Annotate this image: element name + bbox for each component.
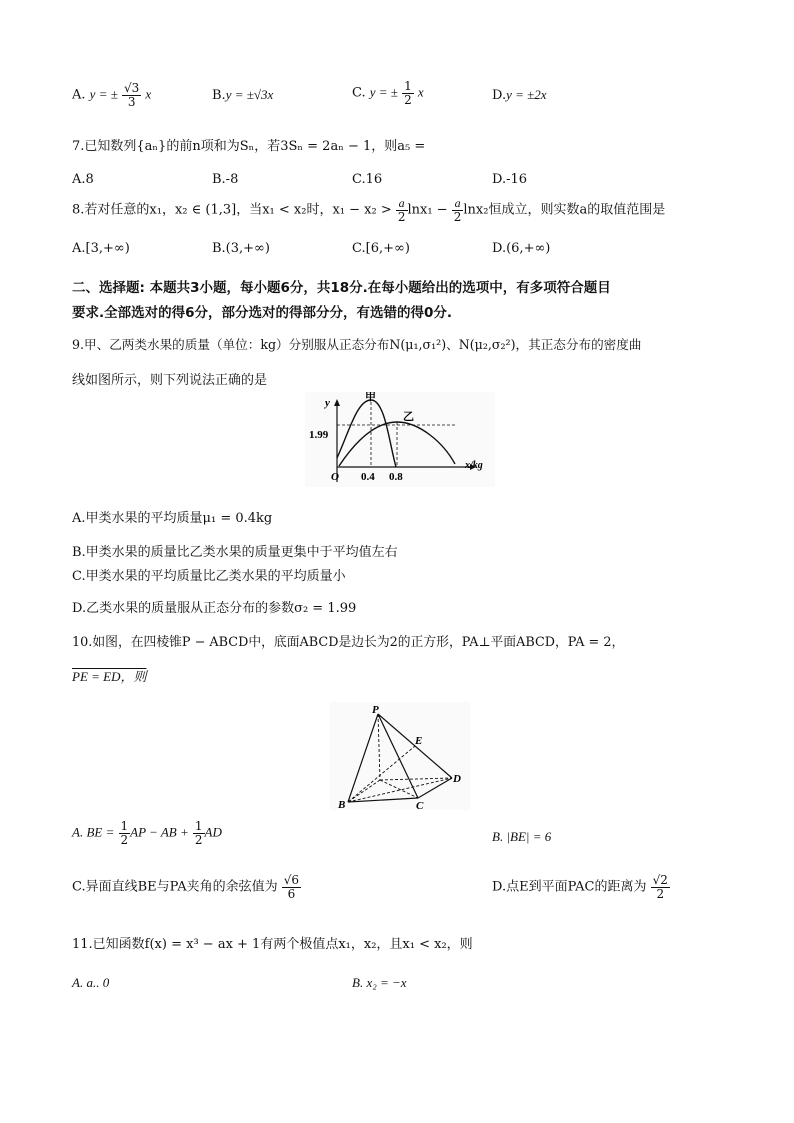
q10-stem-line2: PE = ED，则 (72, 669, 147, 684)
q7-option-a: A.8 (72, 172, 94, 187)
point-p: P (372, 704, 379, 716)
point-d: D (453, 773, 461, 785)
q10-option-c: C.异面直线BE与PA夹角的余弦值为 $\frac{√6}{6}$ (72, 873, 300, 901)
q8-stem: 8.若对任意的x₁，x₂ ∈ (1,3]，当x₁ < x₂时，x₁ − x₂ > $\frac{a}{2}$ lnx₁ − $\frac{a}{2}$ lnx₂恒成立，则实数a的取值范围是 (72, 196, 666, 224)
q8-option-d: D.(6,+∞) (492, 241, 551, 256)
section2-heading-line1: 二、选择题: 本题共3小题，每小题6分，共18分.在每小题给出的选项中，有多项符合题目 (72, 280, 611, 296)
q10-stem-line1: 10.如图，在四棱锥P − ABCD中，底面ABCD是边长为2的正方形，PA⊥平面ABCD，PA = 2， (72, 635, 625, 650)
q11-stem: 11.已知函数f(x) = x³ − ax + 1有两个极值点x₁，x₂，且x₁ < x₂，则 (72, 937, 473, 952)
q7-stem: 7.已知数列{aₙ}的前n项和为Sₙ，若3Sₙ = 2aₙ − 1，则a₅ = (72, 139, 426, 154)
q6-option-b: B.y = ±√3x (212, 87, 274, 103)
q9-option-b: B.甲类水果的质量比乙类水果的质量更集中于平均值左右 (72, 545, 398, 560)
q7-option-c: C.16 (352, 172, 383, 187)
q6-option-d: D.y = ±2x (492, 87, 547, 103)
q11-option-b: B. x₂ = −x (352, 975, 407, 990)
q9-option-d: D.乙类水果的质量服从正态分布的参数σ₂ = 1.99 (72, 601, 357, 616)
q10-option-a: A. BE = $\frac{1}{2}$ AP − AB + $\frac{1}{2}$ AD (72, 819, 222, 847)
q9-stem-line2: 线如图所示，则下列说法正确的是 (72, 373, 268, 388)
q9-option-a: A.甲类水果的平均质量μ₁ = 0.4kg (72, 511, 273, 526)
q9-stem-line1: 9.甲、乙两类水果的质量（单位：kg）分别服从正态分布N(μ₁,σ₁²)、N(μ₂,σ₂²)，其正态分布的密度曲 (72, 337, 642, 352)
label-jia: 甲 (365, 392, 376, 403)
point-c: C (416, 800, 424, 810)
label-yi: 乙 (403, 411, 414, 423)
q8-option-b: B.(3,+∞) (212, 241, 270, 256)
q11-option-a: A. a.. 0 (72, 975, 110, 990)
q10-option-d: D.点E到平面PAC的距离为 $\frac{√2}{2}$ (492, 873, 668, 901)
y-tick-199: 1.99 (309, 429, 329, 441)
q7-option-d: D.-16 (492, 172, 528, 187)
q9-normal-curve-figure (305, 392, 495, 487)
x-tick-04: 0.4 (361, 471, 375, 483)
q8-option-c: C.[6,+∞) (352, 241, 410, 256)
q9-option-c: C.甲类水果的平均质量比乙类水果的平均质量小 (72, 569, 346, 584)
point-b: B (338, 799, 346, 810)
x-tick-08: 0.8 (389, 471, 403, 483)
y-label: y (325, 397, 330, 409)
q6-option-c: C. y = ± $\frac{1}{2}$ x (352, 79, 424, 107)
q10-option-b: B. |BE| = 6 (492, 829, 552, 844)
q6-option-a: A. y = ± $\frac{√3}{3}$ x (72, 81, 152, 109)
section2-heading-line2: 要求.全部选对的得6分，部分选对的得部分分，有选错的得0分. (72, 305, 453, 321)
point-e: E (415, 735, 423, 747)
q8-option-a: A.[3,+∞) (72, 241, 130, 256)
x-label: x/kg (465, 460, 483, 471)
q10-pyramid-figure (330, 702, 470, 810)
origin-label: O (331, 471, 339, 483)
q7-option-b: B.-8 (212, 172, 239, 187)
